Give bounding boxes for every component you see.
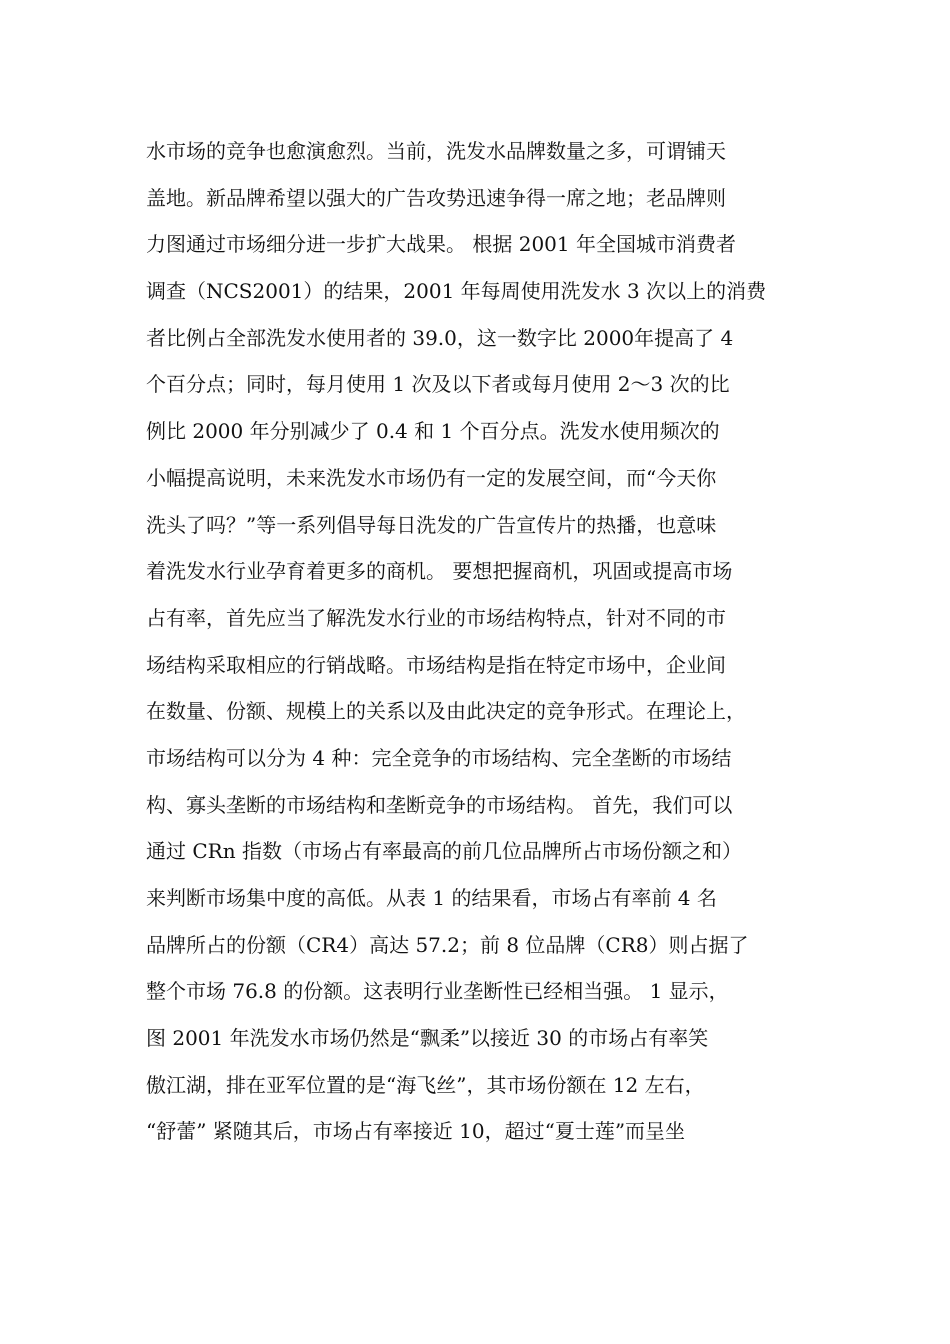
text-line: 图 2001 年洗发水市场仍然是“飘柔”以接近 30 的市场占有率笑 [146, 1026, 709, 1051]
text-line: 力图通过市场细分进一步扩大战果。 根据 2001 年全国城市消费者 [146, 232, 736, 257]
text-line: 调查（NCS2001）的结果，2001 年每周使用洗发水 3 次以上的消费 [146, 279, 767, 304]
text-line: 在数量、份额、规模上的关系以及由此决定的竞争形式。在理论上， [146, 699, 746, 724]
text-line: 水市场的竞争也愈演愈烈。当前，洗发水品牌数量之多，可谓铺天 [146, 139, 726, 163]
text-line: 品牌所占的份额（CR4）高达 57.2；前 8 位品牌（CR8）则占据了 [146, 932, 749, 957]
text-line: 着洗发水行业孕育着更多的商机。 要想把握商机，巩固或提高市场 [146, 559, 733, 584]
text-line: 占有率，首先应当了解洗发水行业的市场结构特点，针对不同的市 [146, 605, 726, 630]
text-line: 通过 CRn 指数（市场占有率最高的前几位品牌所占市场份额之和） [146, 839, 742, 864]
text-line: 市场结构可以分为 4 种：完全竞争的市场结构、完全垄断的市场结 [146, 745, 732, 770]
text-line: 傲江湖，排在亚军位置的是“海飞丝”，其市场份额在 12 左右， [146, 1072, 705, 1097]
text-line: 盖地。新品牌希望以强大的广告攻势迅速争得一席之地；老品牌则 [146, 185, 726, 210]
text-line: 例比 2000 年分别减少了 0.4 和 1 个百分点。洗发水使用频次的 [146, 419, 720, 444]
text-line: 场结构采取相应的行销战略。市场结构是指在特定市场中，企业间 [146, 652, 726, 677]
text-line: 来判断市场集中度的高低。从表 1 的结果看，市场占有率前 4 名 [146, 886, 717, 910]
text-line: “舒蕾” 紧随其后，市场占有率接近 10，超过“夏士莲”而呈坐 [146, 1119, 686, 1144]
body-text [146, 128, 806, 1155]
text-line: 小幅提高说明，未来洗发水市场仍有一定的发展空间，而“今天你 [146, 465, 717, 490]
text-line: 构、寡头垄断的市场结构和垄断竞争的市场结构。 首先，我们可以 [146, 792, 733, 817]
text-line: 个百分点；同时，每月使用 1 次及以下者或每月使用 2～3 次的比 [146, 372, 730, 397]
text-line: 者比例占全部洗发水使用者的 39.0，这一数字比 2000年提高了 4 [146, 325, 734, 350]
text-line: 整个市场 76.8 的份额。这表明行业垄断性已经相当强。 1 显示， [146, 979, 729, 1004]
text-line: 洗头了吗？”等一系列倡导每日洗发的广告宣传片的热播，也意味 [146, 512, 717, 537]
